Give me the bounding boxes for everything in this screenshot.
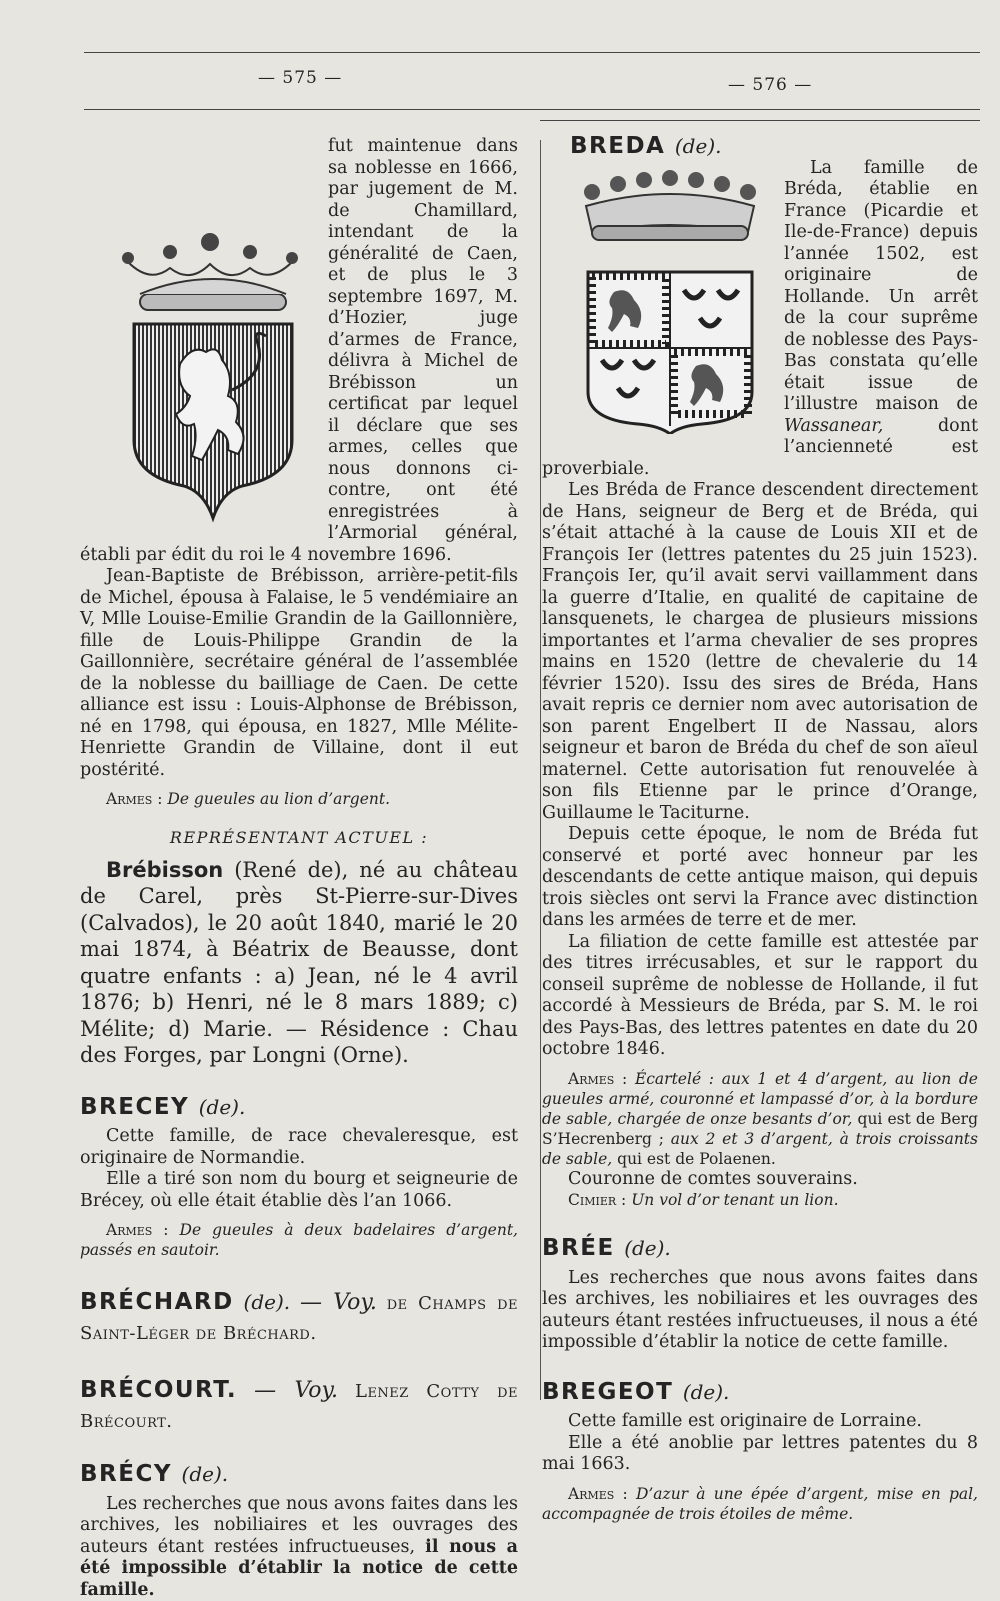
brebisson-intro: fut maintenue dans sa noblesse en 1666, par jugement de M. de Chamillard, intendant de la généralité de Caen, et de plus le 3 septembre 1697, M. d’Hozier, juge d’armes de France, délivra à Michel de Brébisson un certificat par lequel il déclare que ses armes, celles que nous donnons ci-contre, ont été enregistrées à l’Armorial général, établi par édit du roi le 4 novembre 1696. [80, 136, 518, 566]
breda-p1-italic: Wassanear, [784, 416, 883, 436]
representant-given: (René de), [234, 858, 348, 882]
brecey-armes-label: Armes : [106, 1221, 169, 1239]
brebisson-jb-paragraph: Jean-Baptiste de Brébisson, arrière-petit-fils de Michel, épousa à Falaise, le 5 vendémiaire an V, Mlle Louise-Emilie Grandin de la Gaillonnière, fille de Louis-Philippe Grandin de la Gaillonnière, secrétaire général de l’assemblée de la noblesse du bailliage de Caen. De cette alliance est issu : Louis-Alphonse de Brébisson, né en 1798, qui épousa, en 1827, Mlle Mélite-Henriette Grandin de Villaine, dont il eut postérité. [80, 566, 518, 781]
breda-title: BREDA [570, 133, 665, 159]
representant-label: REPRÉSENTANT ACTUEL : [80, 827, 518, 849]
brecourt-title: BRÉCOURT. [80, 1377, 237, 1403]
brebisson-shield-icon [110, 224, 316, 524]
top-rule [84, 52, 980, 53]
breda-shield-icon [572, 162, 768, 434]
brecy-heading [80, 1464, 518, 1486]
breda-p2: Les Bréda de France descendent directement de Hans, seigneur de Berg et de Bréda, qui s’était attaché à la cause de Louis XII et de François Ier (lettres patentes du 25 juin 1523). François Ier, qu’il avait servi vaillamment dans la guerre d’Italie, en qualité de capitaine de lansquenets, le chargea de plusieurs missions importantes et l’arma chevalier de ses propres mains en 1520 (lettre de chevalerie du 14 février 1520). Issu des sires de Bréda, Hans avait repris ce dernier nom avec autorisation de son parent Engelbert II de Nassau, alors seigneur et baron de Bréda du chef de son aïeul maternel. Cette autorisation fut renouvelée à son fils Etienne par le prince d’Orange, Guillaume le Taciturne. [542, 480, 978, 824]
breda-armes [542, 1069, 978, 1169]
brechard-particle: (de). [244, 1290, 291, 1314]
breda-armes-n2: qui est de Polaenen. [617, 1150, 776, 1168]
brecey-armes [80, 1220, 518, 1260]
representant-name: Brébisson [106, 858, 223, 882]
breda-coat-of-arms [572, 162, 768, 434]
breda-particle: (de). [675, 134, 722, 158]
bree-particle: (de). [624, 1236, 671, 1260]
left-page-number: — 575 — [258, 68, 342, 88]
brecy-title: BRÉCY [80, 1461, 172, 1487]
armes-text: De gueules au lion d’argent. [167, 790, 390, 808]
brechard-voy: — Voy. [300, 1290, 377, 1315]
breda-p4: La filiation de cette famille est attestée par des titres irrécusables, et sur le rapport du conseil suprême de noblesse de Hollande, il fut accordé à Messieurs de Bréda, par S. M. le roi des Pays-Bas, des lettres patentes en date du 20 octobre 1846. [542, 932, 978, 1061]
bregeot-armes [542, 1484, 978, 1524]
breda-armes-it1: Écartelé : aux 1 et 4 d’argent, au lion de gueules armé, couronné et lampassé d’or, à la bordure de sable, chargée de onze besants d’or, [542, 1070, 978, 1128]
brechard-entry [80, 1288, 518, 1348]
brecey-p2: Elle a tiré son nom du bourg et seigneurie de Brécey, où elle était établie dès l’an 1066. [80, 1169, 518, 1212]
brecourt-entry [80, 1376, 518, 1436]
brecy-p1-text: Les recherches que nous avons faites dans les archives, les nobiliaires et les ouvrages des auteurs étant restées infructueuses, [80, 1494, 518, 1557]
bree-title: BRÉE [542, 1235, 615, 1261]
bregeot-p2: Elle a été anoblie par lettres patentes du 8 mai 1663. [542, 1433, 978, 1476]
brecourt-ref: Lenez Cotty de Brécourt. [80, 1381, 518, 1432]
brecey-particle: (de). [199, 1095, 246, 1119]
breda-couronne: Couronne de comtes souverains. [542, 1169, 978, 1191]
breda-p1-end: dont l’ancienneté est proverbiale. [542, 416, 978, 479]
brecy-particle: (de). [182, 1462, 229, 1486]
brecy-p1-bold: il nous a été impossible d’établir la notice de cette famille. [80, 1537, 518, 1600]
breda-armes-label: Armes : [568, 1070, 627, 1088]
breda-cimier-text: Un vol d’or tenant un lion. [631, 1191, 838, 1209]
brebisson-armes [80, 789, 518, 809]
armes-label: Armes : [106, 790, 162, 808]
header-rule-right [540, 120, 980, 121]
brecy-p1 [80, 1494, 518, 1601]
breda-p1-text: La famille de Bréda, établie en France (Picardie et Ile-de-France) depuis l’année 1502, est originaire de Hollande. Un arrêt de la cour suprême de noblesse des Pays-Bas constata qu’elle était issue de l’illustre maison de [784, 158, 978, 415]
brecey-p1: Cette famille, de race chevaleresque, est originaire de Normandie. [80, 1126, 518, 1169]
column-divider [540, 140, 541, 1400]
right-page-number: — 576 — [728, 75, 812, 95]
breda-heading [570, 136, 978, 158]
header-rule [84, 109, 980, 110]
bregeot-p1: Cette famille est originaire de Lorraine. [542, 1411, 978, 1433]
bregeot-particle: (de). [683, 1380, 730, 1404]
breda-cimier-label: Cimier : [568, 1191, 626, 1209]
bree-heading [542, 1238, 978, 1260]
brecey-armes-text: De gueules à deux badelaires d’argent, passés en sautoir. [80, 1221, 518, 1259]
bregeot-title: BREGEOT [542, 1379, 673, 1405]
representant-text: né au château de Carel, près St-Pierre-sur-Dives (Calvados), le 20 août 1840, marié le 20 mai 1874, à Béatrix de Beausse, dont quatre enfants : a) Jean, né le 4 avril 1876; b) Henri, né le 8 mars 1889; c) Mélite; d) Marie. — Résidence : Chau des Forges, par Longni (Orne). [80, 858, 518, 1068]
brecey-title: BRECEY [80, 1094, 189, 1120]
bregeot-armes-label: Armes : [568, 1485, 628, 1503]
breda-armes-it2: aux 2 et 3 d’argent, à trois croissants de sable, [542, 1130, 978, 1168]
brecourt-voy: — Voy. [254, 1378, 338, 1403]
bree-p1: Les recherches que nous avons faites dans les archives, les nobiliaires et les ouvrages des auteurs étant restées infructueuses, il nous a été impossible d’établir la notice de cette famille. [542, 1268, 978, 1354]
brebisson-coat-of-arms [110, 224, 316, 524]
bregeot-armes-text: D’azur à une épée d’argent, mise en pal, accompagnée de trois étoiles de même. [542, 1485, 978, 1523]
breda-p3: Depuis cette époque, le nom de Bréda fut conservé et porté avec honneur par les descendants de cette antique maison, qui depuis trois siècles ont servi la France avec distinction dans les armées de terre et de mer. [542, 824, 978, 932]
bregeot-heading [542, 1382, 978, 1404]
brechard-title: BRÉCHARD [80, 1289, 234, 1315]
breda-armes-n1: qui est de Berg S’Hecrenberg ; [542, 1110, 978, 1148]
right-column [542, 136, 978, 1524]
representant-entry [80, 857, 518, 1069]
brecey-heading [80, 1097, 518, 1119]
breda-cimier [542, 1190, 978, 1210]
brechard-ref: de Champs de Saint-Léger de Bréchard. [80, 1293, 518, 1344]
left-column [80, 136, 518, 1601]
